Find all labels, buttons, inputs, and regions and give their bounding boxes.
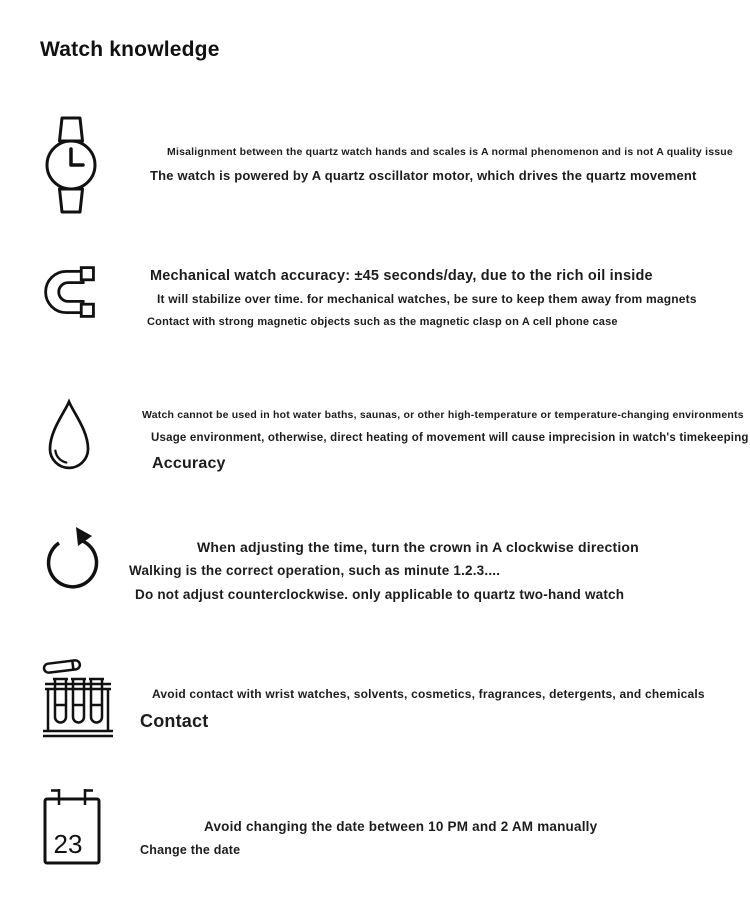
icon-column <box>0 392 110 484</box>
section-time-adjustment <box>0 522 750 607</box>
text-column <box>110 785 750 862</box>
water-drop-icon <box>40 392 98 484</box>
info-line: Contact with strong magnetic objects such as the magnetic clasp on A cell phone case <box>147 316 618 328</box>
wristwatch-icon <box>40 115 102 215</box>
info-line: Avoid contact with wrist watches, solvents, cosmetics, fragrances, detergents, and chemicals <box>152 687 705 701</box>
info-line: When adjusting the time, turn the crown in A clockwise direction <box>197 539 639 555</box>
section-heading: Contact <box>140 711 209 731</box>
icon-column <box>0 785 110 867</box>
magnet-icon <box>40 262 100 322</box>
clockwise-rotation-icon <box>40 522 104 598</box>
info-line: Walking is the correct operation, such as minute 1.2.3.... <box>129 563 501 578</box>
info-line: Mechanical watch accuracy: ±45 seconds/day, due to the rich oil inside <box>150 268 653 284</box>
test-tubes-icon <box>40 650 116 744</box>
info-line: Misalignment between the quartz watch hands and scales is A normal phenomenon and is not A quality issue <box>167 146 733 158</box>
icon-column <box>0 262 110 322</box>
text-column <box>110 522 750 607</box>
info-line: It will stabilize over time. for mechanical watches, be sure to keep them away from magnets <box>157 292 697 306</box>
calendar-day: 23 <box>53 829 83 859</box>
section-chemical-contact <box>0 650 750 744</box>
text-column <box>110 392 750 478</box>
text-column <box>110 650 750 736</box>
icon-column <box>0 522 110 598</box>
section-heading: Accuracy <box>152 455 226 472</box>
section-magnetism <box>0 262 750 334</box>
section-temperature-accuracy <box>0 392 750 484</box>
section-heading: Change the date <box>140 843 241 857</box>
icon-column <box>0 115 110 215</box>
info-line: Usage environment, otherwise, direct heating of movement will cause imprecision in watch's timekeeping <box>151 432 749 444</box>
section-quartz-movement <box>0 115 750 215</box>
text-column <box>110 262 750 334</box>
calendar-icon <box>40 785 104 867</box>
info-line: Avoid changing the date between 10 PM and 2 AM manually <box>204 819 598 834</box>
section-date-change <box>0 785 750 867</box>
page-title: Watch knowledge <box>40 38 220 61</box>
icon-column <box>0 650 110 744</box>
info-line: Do not adjust counterclockwise. only applicable to quartz two-hand watch <box>135 587 625 602</box>
text-column <box>110 115 750 187</box>
info-line: The watch is powered by A quartz oscillator motor, which drives the quartz movement <box>150 168 697 183</box>
info-line: Watch cannot be used in hot water baths, saunas, or other high-temperature or temperature-changing environments <box>142 409 744 421</box>
